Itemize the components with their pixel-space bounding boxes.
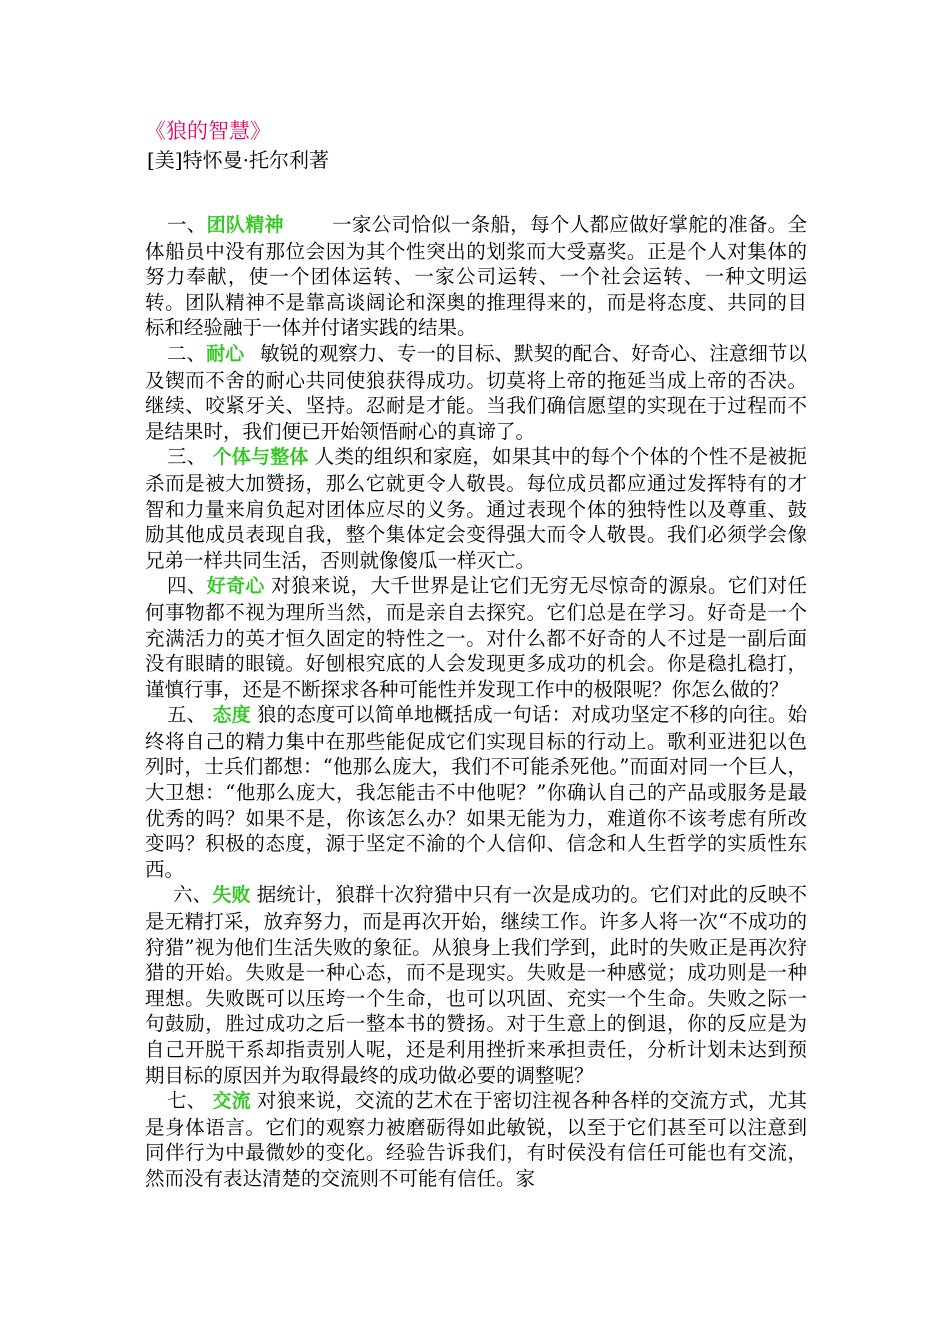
section-heading: 交流 xyxy=(212,1090,251,1113)
blank-line xyxy=(145,174,807,212)
section-paragraph xyxy=(145,212,807,341)
section-body: 对狼来说，交流的艺术在于密切注视各种各样的交流方式，尤其是身体语言。它们的观察力被磨砺得如此敏锐，以至于它们甚至可以注意到同伴行为中最微妙的变化。经验告诉我们，有时侯没有信任可能也有交流，然而没有表达清楚的交流则不可能有信任。家 xyxy=(145,1089,807,1190)
section-heading: 个体与整体 xyxy=(212,446,309,469)
section-number: 五、 xyxy=(167,703,207,727)
section-number: 四、 xyxy=(167,574,207,598)
section-body: 据统计，狼群十次狩猎中只有一次是成功的。它们对此的反映不是无精打采，放弃努力，而是再次开始，继续工作。许多人将一次“不成功的狩猎”视为他们生活失败的象征。从狼身上我们学到，此时的失败正是再次狩猎的开始。失败是一种心态，而不是现实。失败是一种感觉；成功则是一种理想。失败既可以压垮一个生命，也可以巩固、充实一个生命。失败之际一句鼓励，胜过成功之后一整本书的赞扬。对于生意上的倒退，你的反应是为自己开脱干系却指责别人呢，还是利用挫折来承担责任，分析计划未达到预期目标的原因并为取得最终的成功做必要的调整呢？ xyxy=(145,883,807,1087)
section-heading: 态度 xyxy=(212,704,251,727)
section-paragraph xyxy=(145,573,807,702)
section-number: 六、 xyxy=(173,883,213,907)
section-paragraph xyxy=(145,882,807,1088)
section-body: 狼的态度可以简单地概括成一句话：对成功坚定不移的向往。始终将自己的精力集中在那些能促成它们实现目标的行动上。歌利亚进犯以色列时，士兵们都想：“他那么庞大，我们不可能杀死他。”而面对同一个巨人，大卫想：“他那么庞大，我怎能击不中他呢？”你确认自己的产品或服务是最优秀的吗？如果不是，你该怎么办？如果无能为力，难道你不该考虑有所改变吗？积极的态度，源于坚定不渝的个人信仰、信念和人生哲学的实质性东西。 xyxy=(145,703,807,881)
document-author: [美]特怀曼·托尔利著 xyxy=(147,148,329,172)
section-paragraph xyxy=(145,444,807,573)
section-number: 二、 xyxy=(167,341,207,365)
section-body: 一家公司恰似一条船，每个人都应做好掌舵的准备。全体船员中没有那位会因为其个性突出的划浆而大受嘉奖。正是个人对集体的努力奉献，使一个团体运转、一家公司运转、一个社会运转、一种文明运转。团队精神不是靠高谈阔论和深奥的推理得来的，而是将态度、共同的目标和经验融于一体并付诸实践的结果。 xyxy=(145,213,807,340)
section-body: 敏锐的观察力、专一的目标、默契的配合、好奇心、注意细节以及锲而不舍的耐心共同使狼获得成功。切莫将上帝的拖延当成上帝的否决。继续、咬紧牙关、坚持。忍耐是才能。当我们确信愿望的实现在于过程而不是结果时，我们便已开始领悟耐心的真谛了。 xyxy=(145,341,807,443)
section-paragraph xyxy=(145,1088,807,1191)
section-heading: 失败 xyxy=(212,884,251,907)
section-number: 一、 xyxy=(167,213,207,236)
section-body: 人类的组织和家庭，如果其中的每个个体的个性不是被扼杀而是被大加赞扬，那么它就更令人敬畏。每位成员都应通过发挥特有的才智和力量来肩负起对团体应尽的义务。通过表现个体的独特性以及尊重、鼓励其他成员表现自我，整个集体定会变得强大而令人敬畏。我们必须学会像兄弟一样共同生活，否则就像傻瓜一样灭亡。 xyxy=(145,445,807,572)
section-heading: 团队精神 xyxy=(206,214,284,236)
document-page xyxy=(145,118,807,1192)
section-heading: 耐心 xyxy=(206,342,245,365)
document-title: 《狼的智慧》 xyxy=(145,120,271,143)
section-paragraph xyxy=(145,341,807,444)
section-body: 对狼来说，大千世界是让它们无穷无尽惊奇的源泉。它们对任何事物都不视为理所当然，而是亲自去探究。它们总是在学习。好奇是一个充满活力的英才恒久固定的特性之一。对什么都不好奇的人不过是一副后面没有眼睛的眼镜。好刨根究底的人会发现更多成功的机会。你是稳扎稳打，谨慎行事，还是不断探求各种可能性并发现工作中的极限呢？你怎么做的？ xyxy=(145,574,807,701)
section-number: 三、 xyxy=(167,445,207,469)
section-heading: 好奇心 xyxy=(206,575,265,598)
section-paragraph xyxy=(145,702,807,882)
section-number: 七、 xyxy=(167,1089,207,1113)
